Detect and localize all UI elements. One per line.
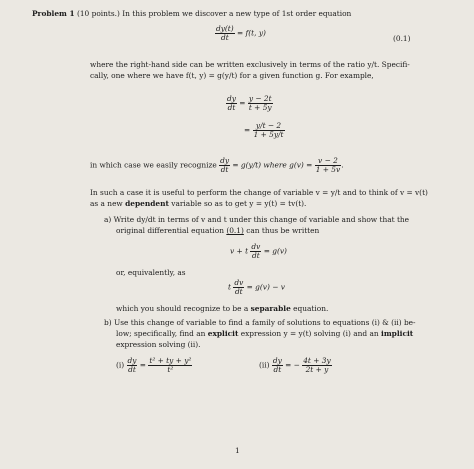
recognize-num: dy (220, 156, 230, 165)
main-equation (215, 25, 266, 42)
example-rhs2 (253, 122, 285, 139)
recognize-g-den: 1 + 5v (315, 164, 341, 174)
para2-bold: dependent (125, 199, 169, 208)
example-equation-line2 (244, 122, 285, 139)
equation-i (116, 357, 192, 374)
recognize-line (90, 157, 344, 174)
part-b-bold: explicit (207, 329, 239, 338)
problem-points: (10 points.) (76, 9, 120, 18)
equation-i-rhs (148, 357, 192, 374)
problem-label: Problem 1 (32, 9, 75, 18)
equation-i-lhs-den: dt (128, 364, 136, 374)
part-a-eq-frac (250, 243, 261, 260)
recognize-den: dt (220, 164, 229, 174)
equation-i-rhs-den: t² (167, 364, 174, 374)
para2-post: variable so as to get y = y(t) = tv(t). (171, 199, 307, 208)
part-a-post: can thus be written (246, 226, 320, 235)
part-a-eq2-frac (233, 279, 244, 296)
equation-ii-rhs-den: 2t + y (305, 364, 329, 374)
part-b-post: expression y = y(t) solving (i) and an (240, 329, 379, 338)
separable-bold: separable (250, 304, 291, 313)
part-a-pre: original differential equation (116, 226, 224, 235)
para1-line1: where the right-hand side can be written exclusively in terms of the ratio y/t. Specifi- (90, 60, 410, 69)
equation-ii-rhs-num: 4t + 3y (303, 356, 331, 365)
equation-ii-lhs-num: dy (272, 356, 282, 365)
example-rhs2-den: 1 + 5y/t (253, 129, 284, 139)
example-rhs1 (248, 95, 273, 112)
recognize-mid: = g(y/t) where g(v) = (232, 160, 313, 170)
recognize-g (315, 156, 344, 174)
part-a-eq2-pre: t (228, 282, 231, 292)
or-equivalently: or, equivalently, as (116, 268, 186, 277)
part-a-eq2-post: = g(v) − v (246, 282, 285, 292)
recognize-frac (219, 157, 230, 174)
equation-i-rhs-num: t² + ty + y² (149, 356, 192, 365)
page-number: 1 (235, 446, 240, 455)
para2-line2 (90, 199, 306, 208)
part-a-eq-num: dv (251, 242, 261, 251)
main-eq-rhs: = f(t, y) (237, 28, 266, 38)
example-rhs2-num: y/t − 2 (253, 122, 285, 131)
example-lhs-num: dy (227, 94, 236, 103)
part-b-pre: low; specifically, find an (116, 329, 206, 338)
para2-line1: In such a case it is useful to perform the change of variable v = y/t and to think of v = v(t) (90, 188, 428, 197)
part-a-line1: a) Write dy/dt in terms of v and t under this change of variable and show that the (104, 215, 410, 224)
example-lhs-den: dt (227, 102, 236, 112)
part-a-eq-pre: v + t (230, 246, 249, 256)
recognize-g-num: v − 2 (315, 157, 341, 166)
para1-line2: cally, one where we have f(t, y) = g(y/t) for a given function g. For example, (90, 71, 374, 80)
equation-i-label: (i) (116, 360, 125, 370)
equation-i-lhs (127, 357, 138, 374)
part-a-equation (230, 243, 287, 260)
example-rhs1-num: y − 2t (248, 94, 272, 103)
problem-intro: In this problem we discover a new type of 1st order equation (122, 9, 352, 18)
part-b-line1: b) Use this change of variable to find a family of solutions to equations (i) & (ii) be- (104, 318, 416, 327)
example-equation (226, 95, 273, 112)
example-eq2-sign: = (244, 125, 251, 135)
equation-i-lhs-num: dy (127, 356, 137, 365)
equation-ii-rhs (302, 357, 331, 374)
equation-ii-label: (ii) (259, 360, 270, 370)
problem-heading (32, 9, 351, 18)
part-a-eq2-den: dt (234, 286, 243, 296)
part-b-line2 (116, 329, 413, 338)
separable-pre: which you should recognize to be a (116, 304, 249, 313)
part-a-eq-den: dt (252, 250, 260, 260)
main-eq-fraction (215, 25, 235, 42)
main-eq-den: dt (220, 32, 229, 42)
equation-number: (0.1) (393, 34, 411, 43)
part-a-line2 (116, 226, 319, 235)
equation-ref-link[interactable]: (0.1) (226, 226, 244, 235)
equation-ii-sign: = − (285, 360, 300, 370)
part-a-eq2-num: dv (234, 278, 244, 287)
equation-ii-lhs (272, 357, 283, 374)
part-b-line3: expression solving (ii). (116, 340, 201, 349)
main-eq-num: dy(t) (216, 24, 234, 33)
equation-ii (259, 357, 332, 374)
equation-i-sign: = (139, 360, 146, 370)
separable-post: equation. (293, 304, 329, 313)
separable-line (116, 304, 328, 313)
recognize-end: . (341, 160, 344, 170)
part-a-equation2 (228, 279, 285, 296)
example-rhs1-den: t + 5y (248, 102, 272, 112)
part-a-eq-post: = g(v) (263, 246, 287, 256)
recognize-pre: in which case we easily recognize (90, 160, 217, 170)
example-eq-sign: = (239, 98, 246, 108)
part-b-bold2: implicit (381, 329, 414, 338)
equation-ii-lhs-den: dt (273, 364, 282, 374)
example-lhs (226, 95, 237, 112)
para2-pre: as a new (90, 199, 123, 208)
